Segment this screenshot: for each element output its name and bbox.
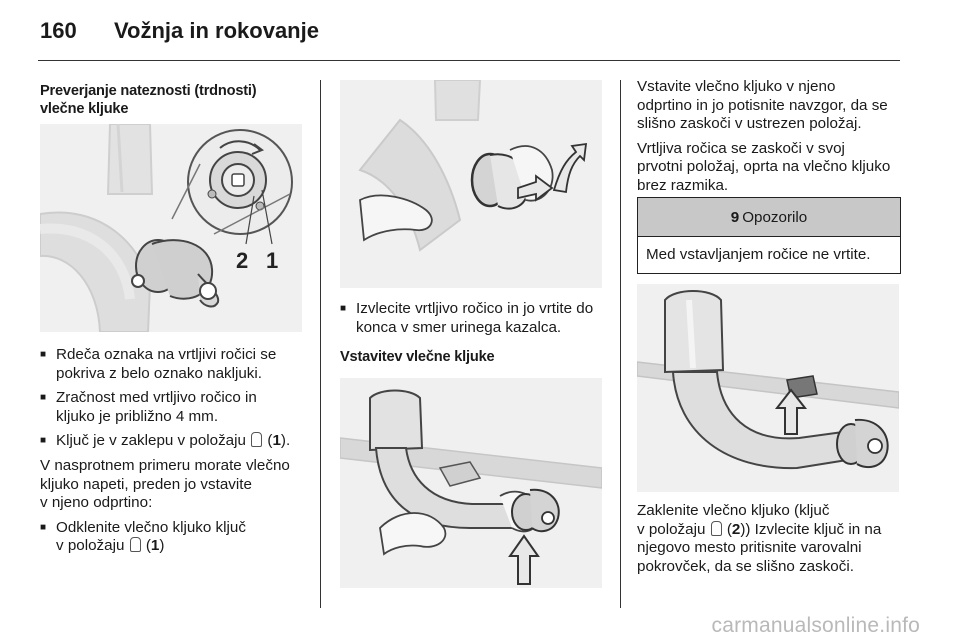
paragraph — [637, 140, 905, 196]
paragraph — [637, 78, 905, 134]
paragraph-line: v položaju (2)) Izvlecite ključ in na — [637, 520, 882, 538]
paragraph-line: V nasprotnem primeru morate vlečno — [40, 456, 290, 474]
list-item: ■ Ključ je v zaklepu v položaju (1). — [40, 432, 310, 451]
page-number: 160 — [40, 18, 77, 43]
figure-hook-locked — [637, 284, 899, 492]
paragraph-line: Vrtljiva ročica se zaskoči v svoj — [637, 139, 845, 157]
paragraph-line: kljuko napeti, preden jo vstavite — [40, 475, 252, 493]
figure-label-2: 2 — [236, 248, 249, 273]
warning-icon: 9 — [730, 208, 740, 226]
bullet-text: ■ Rdeča oznaka na vrtljivi ročici se — [56, 346, 277, 363]
figure-label-1: 1 — [266, 248, 279, 273]
bullet-text: Ključ je v zaklepu v položaju — [56, 432, 251, 450]
paragraph-text: v položaju — [637, 520, 710, 538]
paragraph-line: v njeno odprtino: — [40, 494, 153, 512]
warning-box — [637, 197, 901, 274]
bullet-text: v položaju — [56, 537, 129, 555]
paragraph-line: slišno zaskoči v ustrezen položaj. — [637, 115, 862, 133]
bullet-text: ■ Izvlecite vrtljivo ročico in jo vrtite do — [356, 300, 594, 317]
figure-insert-hook — [340, 378, 602, 588]
col1-bullets — [40, 346, 310, 556]
bullet-text: ■ Zračnost med vrtljivo ročico in — [56, 389, 257, 407]
list-item: ■ Odklenite vlečno kljuko ključ v položaju (1) — [40, 519, 310, 556]
position-number: 1 — [150, 537, 160, 555]
paragraph-line: Zaklenite vlečno kljuko (ključ — [637, 502, 830, 519]
key-lock-icon — [251, 432, 262, 447]
paragraph-text: )) Izvlecite ključ in na — [740, 520, 882, 538]
bullet-text: ) — [159, 537, 165, 555]
bullet-text: ). — [280, 432, 291, 450]
insert-hook-illustration — [340, 378, 602, 588]
key-unlock-icon — [130, 537, 141, 552]
paragraph-line: Vstavite vlečno kljuko v njeno — [637, 78, 836, 95]
column-divider-2 — [620, 80, 621, 608]
bullet-text: konca v smer urinega kazalca. — [356, 318, 562, 336]
bullet-text: kljuko je približno 4 mm. — [56, 407, 219, 425]
col2-bullet — [340, 300, 612, 337]
heading-line: vlečne kljuke — [40, 101, 129, 117]
tow-hook-illustration — [40, 124, 302, 332]
paragraph-line: pokrovček, da se slišno zaskoči. — [637, 557, 854, 575]
paragraph-line: prvotni položaj, oprta na vlečno kljuko — [637, 158, 891, 176]
warning-body: Med vstavljanjem ročice ne vrtite. — [646, 246, 871, 263]
watermark: carmanualsonline.info — [711, 614, 920, 637]
figure-pull-handwheel — [340, 80, 602, 288]
list-item — [340, 300, 612, 337]
column-divider-1 — [320, 80, 321, 608]
col3-final-paragraph — [637, 502, 905, 576]
section-heading-insert: Vstavitev vlečne kljuke — [340, 349, 495, 365]
header-rule — [38, 60, 900, 61]
list-item — [40, 389, 310, 426]
position-number: 2 — [731, 520, 741, 538]
chapter-title: Vožnja in rokovanje — [114, 18, 319, 43]
heading-line: Preverjanje nateznosti (trdnosti) — [40, 83, 257, 99]
handwheel-illustration — [340, 80, 602, 288]
paragraph — [40, 457, 310, 513]
warning-header — [638, 198, 900, 237]
figure-tow-hook-check — [40, 124, 302, 332]
warning-title: Opozorilo — [742, 208, 808, 226]
col3-paragraphs — [637, 78, 905, 196]
paragraph-line: odprtino in jo potisnite navzgor, da se — [637, 96, 888, 114]
section-heading-tension — [40, 82, 310, 118]
position-number: 1 — [272, 432, 281, 450]
key-lock-icon — [711, 521, 722, 536]
paragraph-line: brez razmika. — [637, 176, 729, 194]
locked-hook-illustration — [637, 284, 899, 492]
bullet-text: pokriva z belo oznako nakljuki. — [56, 364, 262, 382]
bullet-text: ■ Odklenite vlečno kljuko ključ — [56, 518, 246, 536]
list-item — [40, 346, 310, 383]
paragraph-line: njegovo mesto pritisnite varovalni — [637, 539, 862, 557]
